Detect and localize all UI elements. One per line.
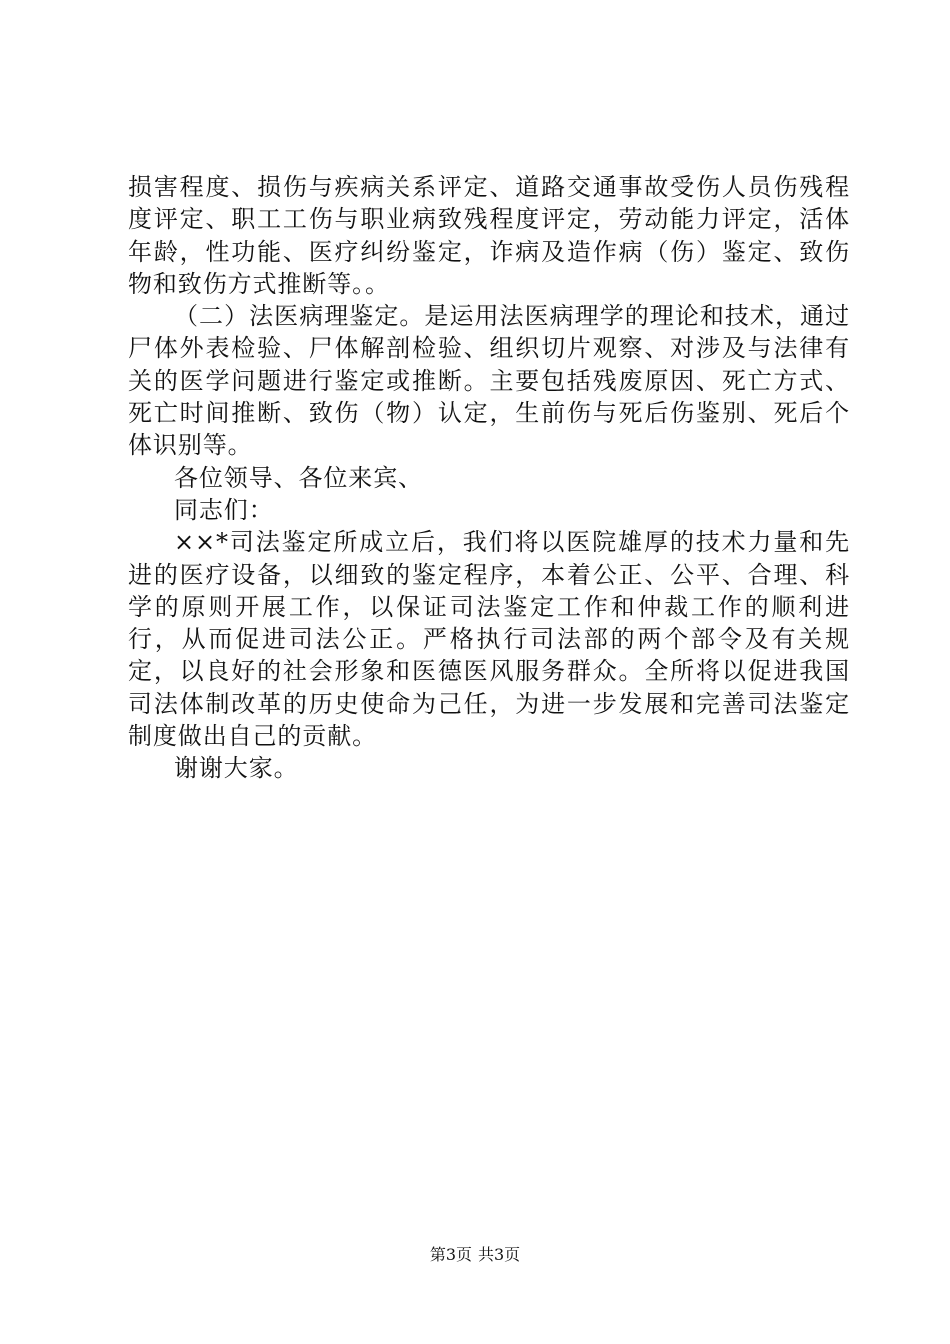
document-body: [128, 171, 850, 785]
page-total: 共3页: [478, 1245, 521, 1264]
paragraph-forensic-pathology: （二）法医病理鉴定。是运用法医病理学的理论和技术，通过尸体外表检验、尸体解剖检验、组织切片观察、对涉及与法律有关的医学问题进行鉴定或推断。主要包括残废原因、死亡方式、死亡时间推断、致伤（物）认定，生前伤与死后伤鉴别、死后个体识别等。: [128, 302, 850, 460]
paragraph-injury-assessment: 损害程度、损伤与疾病关系评定、道路交通事故受伤人员伤残程度评定、职工工伤与职业病致残程度评定，劳动能力评定，活体年龄，性功能、医疗纠纷鉴定，诈病及造作病（伤）鉴定、致伤物和致伤方式推断等。。: [128, 173, 850, 298]
paragraph-thanks: 谢谢大家。: [174, 754, 299, 783]
paragraph-commitment: ××*司法鉴定所成立后，我们将以医院雄厚的技术力量和先进的医疗设备，以细致的鉴定程序，本着公正、公平、合理、科学的原则开展工作，以保证司法鉴定工作和仲裁工作的顺利进行，从而促进司法公正。严格执行司法部的两个部令及有关规定，以良好的社会形象和医德医风服务群众。全所将以促进我国司法体制改革的历史使命为己任，为进一步发展和完善司法鉴定制度做出自己的贡献。: [128, 528, 850, 751]
page-footer: [0, 1245, 950, 1265]
page-number: 第3页: [429, 1245, 472, 1264]
paragraph-salutation-comrades: 同志们：: [174, 495, 274, 524]
paragraph-salutation-leaders: 各位领导、各位来宾、: [174, 463, 423, 492]
